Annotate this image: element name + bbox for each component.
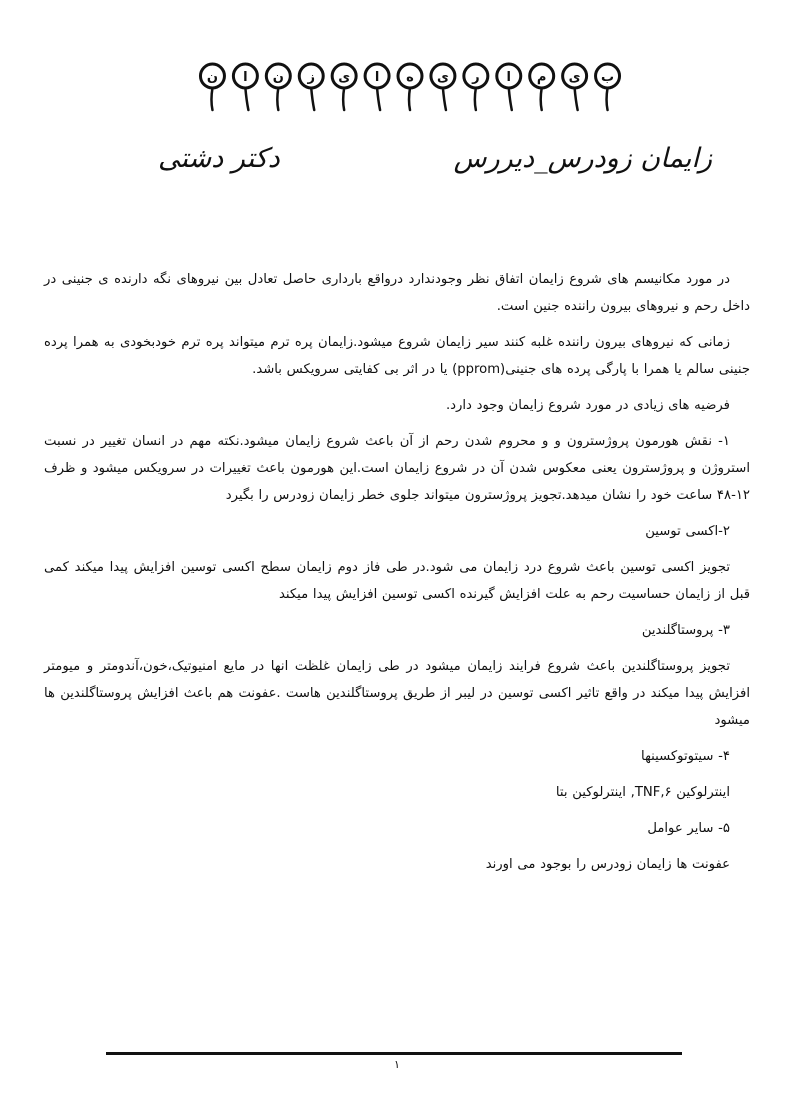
svg-text:ی: ی [568,70,581,85]
section-heading: ۴- سیتوتوکسینها [641,749,730,764]
page-number: ۱ [394,1058,400,1071]
paragraph: تجویز پروستاگلندین باعث شروع فرایند زایمان میشود در طی زایمان غلظت انها در مایع امنیوتیک،خون،آندومتر و میومتر افزایش پیدا میکند در واقع تاثیر اکسی توسین در لیبر از طریق پروستاگلندین هاست .عفونت هم باعث افزایش پروستاگلندین ها میشود [44,659,750,728]
svg-text:ن: ن [206,70,219,85]
balloon-letter [596,64,620,110]
svg-text:ا: ا [506,70,512,85]
balloon-letter [365,64,389,110]
svg-text:ن: ن [272,70,284,85]
paragraph: عفونت ها زایمان زودرس را بوجود می اورند [485,857,730,872]
svg-text:ه: ه [406,70,414,85]
section-heading: ۵- سایر عوامل [647,821,730,836]
section-heading: ۲-اکسی توسین [645,524,730,539]
section-heading: ۳- پروستاگلندین [641,623,730,638]
footer-divider [106,1052,682,1055]
balloon-letter [530,64,554,110]
paragraph: تجویز اکسی توسین باعث شروع درد زایمان می شود.در طی فاز دوم زایمان سطح اکسی توسین افزایش پیدا میکند کمی قبل از زایمان حساسیت رحم به علت افزایش گیرنده اکسی توسین افزایش پیدا میکند [44,560,750,602]
balloon-letter [398,64,422,110]
svg-text:ر: ر [472,70,480,85]
paragraph: در مورد مکانیسم های شروع زایمان اتفاق نظر وجودندارد درواقع بارداری حاصل تعادل بین نیروهای نگه دارنده ی جنینی در داخل رحم و نیروهای بیرون راننده جنین است. [44,272,750,314]
balloon-letter [464,64,488,110]
balloon-letter [299,64,323,110]
paragraph: ۱- نقش هورمون پروژسترون و و محروم شدن رحم از آن باعث شروع زایمان میشود.نکته مهم در انسان تغییر در نسبت استروژن و پروژسترون یعنی معکوس شدن آن در شروع زایمان است.این هورمون باعث تغییرات در سرویکس میشود و ظرف ۱۲-۴۸ ساعت خود را نشان میدهد.تجویز پروژسترون میتواند جلوی خطر زایمان زودرس را بگیرد [44,434,750,503]
svg-text:ی: ی [338,70,351,85]
svg-text:ی: ی [436,70,449,85]
balloon-letter [431,64,455,110]
paragraph: زمانی که نیروهای بیرون راننده غلبه کنند سیر زایمان شروع میشود.زایمان پره ترم میتواند پره ترم خودبخودی به همرا پرده جنینی سالم یا همرا با پارگی پرده های جنینی(pprom) یا در اثر بی کفایتی سرویکس باشد. [44,335,750,377]
document-body [44,266,750,878]
svg-text:ا: ا [243,70,248,85]
svg-text:ا: ا [374,70,380,85]
paragraph: اینترلوکین TNF,۶, اینترلوکین بتا [555,785,730,800]
balloon-letter [266,64,290,110]
author-name: دکتر دشتی [158,143,280,174]
balloon-letter [563,64,587,110]
balloon-letter [200,64,224,110]
header [0,143,794,193]
document-title: زایمان زودرس_دیررس [453,143,712,174]
paragraph: فرضیه های زیادی در مورد شروع زایمان وجود دارد. [445,398,730,413]
svg-text:م: م [536,70,547,85]
banner-title [196,58,624,128]
balloon-letter [497,64,521,110]
balloon-letter [332,64,356,110]
svg-text:ب: ب [600,70,615,85]
banner-balloon-letters [196,58,624,128]
balloon-letter [233,64,257,110]
svg-text:ز: ز [307,70,315,85]
